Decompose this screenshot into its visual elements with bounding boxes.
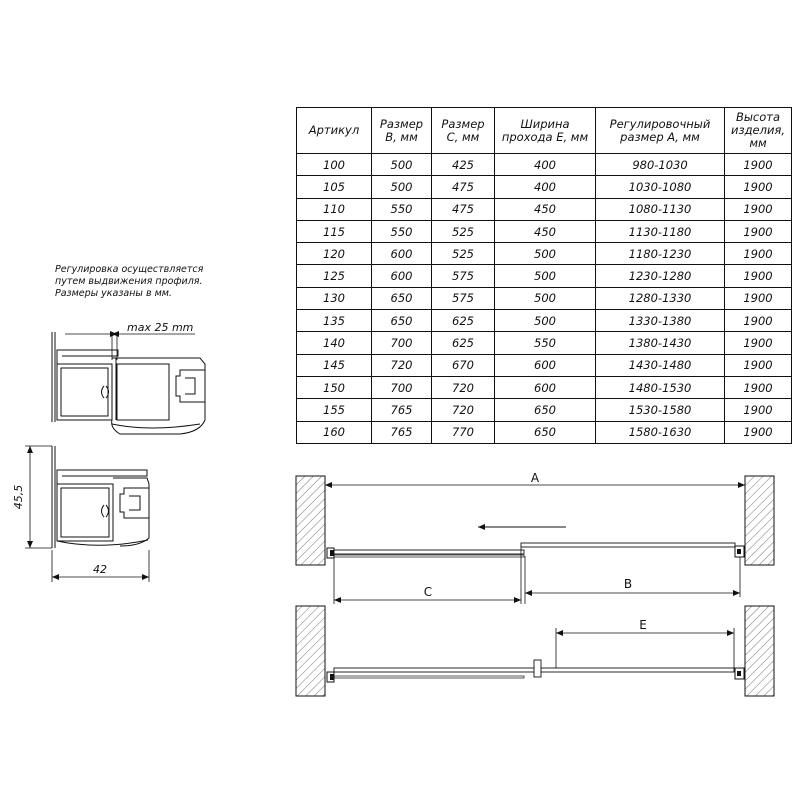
width-dimension <box>52 550 149 582</box>
table-cell: 1180-1230 <box>596 243 725 265</box>
label-c: C <box>423 585 433 599</box>
table-cell: 1900 <box>725 154 792 176</box>
handle <box>534 660 541 677</box>
table-cell: 400 <box>495 176 596 198</box>
table-cell: 575 <box>432 287 495 309</box>
table-cell: 1280-1330 <box>596 287 725 309</box>
table-cell: 150 <box>297 376 372 398</box>
table-cell: 550 <box>372 198 432 220</box>
profile-section-extended <box>52 332 205 434</box>
sliding-panel <box>334 550 524 554</box>
width-42-label: 42 <box>93 563 107 576</box>
label-a: A <box>530 471 540 485</box>
table-cell: 1900 <box>725 198 792 220</box>
table-cell: 600 <box>495 376 596 398</box>
table-cell: 770 <box>432 421 495 443</box>
header-article: Артикул <box>297 108 372 154</box>
table-cell: 500 <box>372 176 432 198</box>
table-cell: 1900 <box>725 354 792 376</box>
table-cell: 475 <box>432 176 495 198</box>
table-cell: 625 <box>432 310 495 332</box>
table-cell: 550 <box>372 220 432 242</box>
header-passage-width-e: Ширина прохода Е, мм <box>495 108 596 154</box>
table-cell: 700 <box>372 332 432 354</box>
plan-view-closed <box>296 606 774 696</box>
table-cell: 110 <box>297 198 372 220</box>
table-cell: 135 <box>297 310 372 332</box>
table-cell: 400 <box>495 154 596 176</box>
table-cell: 720 <box>372 354 432 376</box>
table-cell: 625 <box>432 332 495 354</box>
table-cell: 500 <box>495 265 596 287</box>
table-cell: 1900 <box>725 399 792 421</box>
table-cell: 1130-1180 <box>596 220 725 242</box>
table-cell: 500 <box>495 287 596 309</box>
table-cell: 765 <box>372 399 432 421</box>
profile-section-collapsed <box>52 446 149 548</box>
max-25-label: max 25 mm <box>127 321 194 334</box>
table-cell: 1530-1580 <box>596 399 725 421</box>
table-cell: 500 <box>495 243 596 265</box>
table-cell: 120 <box>297 243 372 265</box>
label-b: B <box>623 577 633 591</box>
table-cell: 650 <box>372 287 432 309</box>
table-cell: 980-1030 <box>596 154 725 176</box>
table-cell: 1900 <box>725 220 792 242</box>
table-cell: 600 <box>372 243 432 265</box>
height-45-5-label: 45,5 <box>12 484 25 510</box>
table-cell: 670 <box>432 354 495 376</box>
table-cell: 600 <box>372 265 432 287</box>
table-cell: 1900 <box>725 376 792 398</box>
table-cell: 450 <box>495 220 596 242</box>
table-cell: 765 <box>372 421 432 443</box>
table-cell: 1430-1480 <box>596 354 725 376</box>
table-cell: 140 <box>297 332 372 354</box>
note-line-2: путем выдвижения профиля. <box>55 276 203 287</box>
table-cell: 155 <box>297 399 372 421</box>
table-cell: 105 <box>297 176 372 198</box>
table-cell: 500 <box>372 154 432 176</box>
header-size-b: Размер В, мм <box>372 108 432 154</box>
right-wall <box>745 476 774 565</box>
table-cell: 450 <box>495 198 596 220</box>
header-product-height: Высота изделия, мм <box>725 108 792 154</box>
table-cell: 1080-1130 <box>596 198 725 220</box>
table-cell: 1580-1630 <box>596 421 725 443</box>
table-cell: 130 <box>297 287 372 309</box>
left-wall <box>296 476 325 565</box>
table-cell: 475 <box>432 198 495 220</box>
table-cell: 125 <box>297 265 372 287</box>
table-cell: 720 <box>432 399 495 421</box>
table-cell: 650 <box>372 310 432 332</box>
table-cell: 650 <box>495 421 596 443</box>
panel-line-inner <box>334 676 524 678</box>
table-cell: 160 <box>297 421 372 443</box>
table-cell: 525 <box>432 243 495 265</box>
table-cell: 145 <box>297 354 372 376</box>
plan-view-open <box>296 471 774 604</box>
table-cell: 700 <box>372 376 432 398</box>
table-cell: 500 <box>495 310 596 332</box>
table-cell: 1900 <box>725 243 792 265</box>
table-cell: 720 <box>432 376 495 398</box>
table-cell: 525 <box>432 220 495 242</box>
table-cell: 1900 <box>725 421 792 443</box>
header-adjust-size-a: Регулировочный размер А, мм <box>596 108 725 154</box>
table-cell: 425 <box>432 154 495 176</box>
table-cell: 1900 <box>725 310 792 332</box>
table-cell: 550 <box>495 332 596 354</box>
table-cell: 1480-1530 <box>596 376 725 398</box>
note-line-3: Размеры указаны в мм. <box>55 288 172 299</box>
height-dimension <box>12 446 52 548</box>
table-cell: 1900 <box>725 287 792 309</box>
table-cell: 1900 <box>725 176 792 198</box>
left-wall-2 <box>296 606 325 696</box>
table-cell: 1900 <box>725 332 792 354</box>
table-cell: 1030-1080 <box>596 176 725 198</box>
max-dimension <box>65 321 195 360</box>
table-cell: 1230-1280 <box>596 265 725 287</box>
table-cell: 115 <box>297 220 372 242</box>
label-e: E <box>639 618 647 632</box>
note-line-1: Регулировка осуществляется <box>55 264 204 275</box>
table-cell: 1330-1380 <box>596 310 725 332</box>
fixed-panel <box>521 543 735 547</box>
table-cell: 1900 <box>725 265 792 287</box>
right-wall-2 <box>745 606 774 696</box>
table-cell: 100 <box>297 154 372 176</box>
table-cell: 1380-1430 <box>596 332 725 354</box>
table-cell: 650 <box>495 399 596 421</box>
table-cell: 600 <box>495 354 596 376</box>
table-cell: 575 <box>432 265 495 287</box>
header-size-c: Размер С, мм <box>432 108 495 154</box>
